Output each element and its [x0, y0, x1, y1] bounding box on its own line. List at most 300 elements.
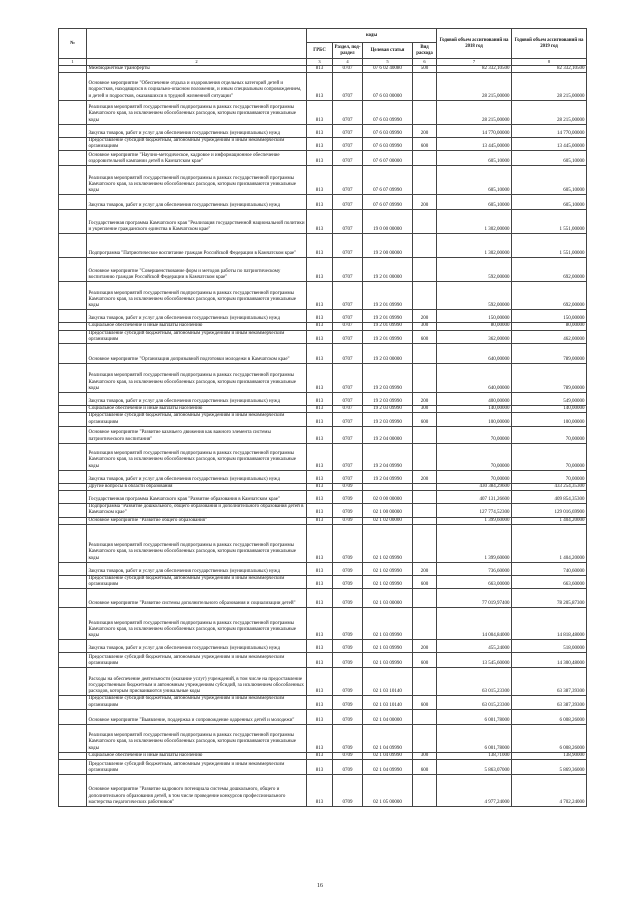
amount-2019-cell: 433 254,35300	[512, 483, 587, 490]
name-cell: Социальное обеспечение и иные выплаты населению	[87, 406, 307, 413]
amount-2019-cell: 462,00000	[512, 330, 587, 344]
name-cell: Основное мероприятие "Научно-методическое, кадровое и информационное обеспечение оздоровительной кампании детей в Камчатском крае"	[87, 151, 307, 166]
amount-2019-cell: 100,00000	[512, 413, 587, 427]
num-cell	[59, 426, 87, 443]
amount-2018-cell: 407 131,26600	[437, 491, 512, 504]
vid-cell: 600	[413, 330, 437, 344]
target-cell: 07 6 07 09990	[363, 166, 413, 195]
target-cell: 07 6 03 09990	[363, 137, 413, 151]
amount-2018-cell: 13 445,00000	[437, 137, 512, 151]
num-cell	[59, 752, 87, 759]
name-cell: Подпрограмма "Патриотическое воспитание граждан Российской Федерации в Камчатском крае"	[87, 234, 307, 258]
num-cell	[59, 310, 87, 323]
name-cell: Социальное обеспечение и иные выплаты населению	[87, 752, 307, 759]
table-row	[59, 589, 587, 608]
target-cell: 02 1 03 09990	[363, 608, 413, 640]
name-cell: Другие вопросы в области образования	[87, 483, 307, 490]
target-cell: 07 6 03 09990	[363, 100, 413, 124]
grbs-cell: 813	[307, 344, 333, 364]
amount-2019-cell: 78 205,87300	[512, 589, 587, 608]
grbs-cell: 813	[307, 330, 333, 344]
page-number: 16	[317, 883, 323, 889]
num-cell	[59, 323, 87, 330]
amount-2019-cell: 138,90000	[512, 752, 587, 759]
table-row	[59, 426, 587, 443]
vid-cell	[413, 258, 437, 282]
vid-cell: 200	[413, 393, 437, 406]
amount-2018-cell: 1 399,60000	[437, 524, 512, 562]
target-cell	[363, 483, 413, 490]
section-cell: 0709	[333, 483, 363, 490]
vid-cell	[413, 151, 437, 166]
vid-cell: 600	[413, 137, 437, 151]
grbs-cell: 813	[307, 517, 333, 524]
index-cell: 2	[87, 59, 307, 66]
target-cell: 19 2 00 00000	[363, 234, 413, 258]
target-cell: 02 1 05 00000	[363, 775, 413, 807]
header-codes: коды	[307, 29, 437, 43]
num-cell	[59, 364, 87, 393]
num-cell	[59, 517, 87, 524]
amount-2019-cell: 63 387,39300	[512, 668, 587, 696]
target-cell: 07 6 07 00000	[363, 151, 413, 166]
vid-cell: 200	[413, 640, 437, 653]
target-cell: 19 2 01 09990	[363, 323, 413, 330]
name-cell: Реализация мероприятий государственной подпрограммы в рамках государственной программы Камчатского края, за исключением обособленных расходов, которым присваиваются уникальные коды	[87, 100, 307, 124]
vid-cell: 300	[413, 323, 437, 330]
section-cell: 0707	[333, 323, 363, 330]
amount-2018-cell: 455,24000	[437, 640, 512, 653]
table-row	[59, 483, 587, 490]
amount-2018-cell: 138,71000	[437, 752, 512, 759]
num-cell	[59, 413, 87, 427]
table-row	[59, 696, 587, 710]
section-cell: 0707	[333, 210, 363, 234]
amount-2019-cell: 13 445,00000	[512, 137, 587, 151]
target-cell: 19 2 04 00000	[363, 426, 413, 443]
amount-2018-cell: 605,10000	[437, 166, 512, 195]
num-cell	[59, 589, 87, 608]
vid-cell	[413, 724, 437, 752]
table-row	[59, 752, 587, 759]
name-cell: Закупка товаров, работ и услуг для обеспечения государственных (муниципальных) нужд	[87, 640, 307, 653]
num-cell	[59, 724, 87, 752]
name-cell: Предоставление субсидий бюджетным, автономным учреждениям и иным некоммерческим организациям	[87, 413, 307, 427]
section-cell: 0707	[333, 470, 363, 483]
num-cell	[59, 330, 87, 344]
amount-2018-cell: 63 015,23300	[437, 668, 512, 696]
name-cell: Расходы на обеспечение деятельности (оказание услуг) учреждений, в том числе на предоставление государственным бюджетным и автономным учреждениям субсидий, за исключением обособленных расходов, которым присваиваются уникальные коды	[87, 668, 307, 696]
target-cell: 19 2 01 09990	[363, 310, 413, 323]
section-cell: 0707	[333, 124, 363, 137]
table-row	[59, 210, 587, 234]
grbs-cell: 813	[307, 65, 333, 72]
target-cell: 02 1 03 09990	[363, 640, 413, 653]
table-row	[59, 310, 587, 323]
section-cell: 0707	[333, 344, 363, 364]
name-cell: Основное мероприятие "Организация допризывной подготовки молодежи в Камчатском крае"	[87, 344, 307, 364]
target-cell: 19 2 03 00000	[363, 344, 413, 364]
grbs-cell: 813	[307, 504, 333, 518]
num-cell	[59, 443, 87, 470]
amount-2019-cell: 789,00000	[512, 344, 587, 364]
section-cell: 0707	[333, 443, 363, 470]
num-cell	[59, 195, 87, 210]
index-cell: 6	[413, 59, 437, 66]
grbs-cell: 813	[307, 443, 333, 470]
name-cell: Социальное обеспечение и иные выплаты населению	[87, 323, 307, 330]
num-cell	[59, 393, 87, 406]
target-cell: 02 1 03 00000	[363, 589, 413, 608]
grbs-cell: 813	[307, 258, 333, 282]
vid-cell: 600	[413, 413, 437, 427]
grbs-cell: 813	[307, 393, 333, 406]
amount-2018-cell: 80,00000	[437, 323, 512, 330]
section-cell: 0707	[333, 100, 363, 124]
amount-2019-cell: 28 215,00000	[512, 72, 587, 100]
section-cell: 0707	[333, 166, 363, 195]
num-cell	[59, 151, 87, 166]
grbs-cell: 813	[307, 608, 333, 640]
amount-2018-cell: 605,10000	[437, 195, 512, 210]
table-row	[59, 151, 587, 166]
amount-2018-cell: 63 015,23300	[437, 696, 512, 710]
amount-2019-cell: 789,00000	[512, 364, 587, 393]
grbs-cell: 813	[307, 483, 333, 490]
amount-2019-cell: 28 215,00000	[512, 100, 587, 124]
name-cell: Основное мероприятие "Развитие системы дополнительного образования и социализации детей"	[87, 589, 307, 608]
name-cell: Реализация мероприятий государственной подпрограммы в рамках государственной программы Камчатского края, за исключением обособленных расходов, которым присваиваются уникальные коды	[87, 524, 307, 562]
header-name	[87, 29, 307, 59]
table-row	[59, 504, 587, 518]
grbs-cell: 813	[307, 310, 333, 323]
table-body	[59, 65, 587, 807]
amount-2019-cell: 1 404,20000	[512, 517, 587, 524]
vid-cell: 500	[413, 65, 437, 72]
index-cell: 1	[59, 59, 87, 66]
index-cell: 5	[363, 59, 413, 66]
target-cell: 07 6 03 09990	[363, 124, 413, 137]
header-grbs: ГРБС	[307, 43, 333, 59]
target-cell: 19 2 03 09990	[363, 413, 413, 427]
target-cell: 02 1 03 09990	[363, 653, 413, 668]
grbs-cell: 813	[307, 323, 333, 330]
num-cell	[59, 166, 87, 195]
num-cell	[59, 640, 87, 653]
amount-2019-cell: 605,10000	[512, 195, 587, 210]
amount-2019-cell: 70,00000	[512, 426, 587, 443]
name-cell: Предоставление субсидий бюджетным, автономным учреждениям и иным некоммерческим организациям	[87, 137, 307, 151]
name-cell: Основное мероприятие "Выявление, поддержка и сопровождение одаренных детей и молодежи"	[87, 709, 307, 724]
table-row	[59, 234, 587, 258]
amount-2018-cell: 127 774,52300	[437, 504, 512, 518]
grbs-cell: 813	[307, 282, 333, 310]
amount-2018-cell: 1 399,60000	[437, 517, 512, 524]
grbs-cell: 813	[307, 491, 333, 504]
grbs-cell: 813	[307, 234, 333, 258]
amount-2018-cell: 70,00000	[437, 443, 512, 470]
num-cell	[59, 406, 87, 413]
vid-cell: 600	[413, 653, 437, 668]
amount-2019-cell: 605,10000	[512, 166, 587, 195]
amount-2018-cell: 70,00000	[437, 426, 512, 443]
name-cell: Государственная программа Камчатского края "Реализация государственной национальной политики и укрепление гражданского единства в Камчатском крае"	[87, 210, 307, 234]
grbs-cell: 813	[307, 668, 333, 696]
num-cell	[59, 258, 87, 282]
grbs-cell: 813	[307, 524, 333, 562]
table-row	[59, 100, 587, 124]
amount-2019-cell: 14 770,00000	[512, 124, 587, 137]
amount-2019-cell: 140,00000	[512, 406, 587, 413]
amount-2018-cell: 14 004,84000	[437, 608, 512, 640]
amount-2018-cell: 6 001,78000	[437, 724, 512, 752]
num-cell	[59, 344, 87, 364]
num-cell	[59, 234, 87, 258]
vid-cell	[413, 608, 437, 640]
vid-cell	[413, 443, 437, 470]
grbs-cell: 813	[307, 724, 333, 752]
vid-cell	[413, 100, 437, 124]
table-row	[59, 65, 587, 72]
table-row	[59, 166, 587, 195]
grbs-cell: 813	[307, 406, 333, 413]
amount-2018-cell: 70,00000	[437, 470, 512, 483]
budget-table-sheet	[58, 28, 586, 807]
name-cell: Межбюджетные трансферты	[87, 65, 307, 72]
amount-2018-cell: 77 019,97400	[437, 589, 512, 608]
name-cell: Предоставление субсидий бюджетным, автономным учреждениям и иным некоммерческим организациям	[87, 575, 307, 589]
grbs-cell: 813	[307, 426, 333, 443]
name-cell: Закупка товаров, работ и услуг для обеспечения государственных (муниципальных) нужд	[87, 124, 307, 137]
num-cell	[59, 72, 87, 100]
amount-2018-cell: 13 545,60000	[437, 653, 512, 668]
target-cell: 02 1 02 00000	[363, 517, 413, 524]
target-cell: 02 1 04 00000	[363, 709, 413, 724]
amount-2018-cell: 640,00000	[437, 344, 512, 364]
vid-cell	[413, 517, 437, 524]
name-cell: Реализация мероприятий государственной подпрограммы в рамках государственной программы Камчатского края, за исключением обособленных расходов, которым присваиваются уникальные коды	[87, 608, 307, 640]
section-cell: 0707	[333, 72, 363, 100]
vid-cell: 200	[413, 310, 437, 323]
name-cell: Государственная программа Камчатского края "Развитие образования в Камчатском крае"	[87, 491, 307, 504]
name-cell: Предоставление субсидий бюджетным, автономным учреждениям и иным некоммерческим организациям	[87, 653, 307, 668]
amount-2018-cell: 28 215,00000	[437, 72, 512, 100]
grbs-cell: 813	[307, 760, 333, 775]
section-cell: 0709	[333, 775, 363, 807]
amount-2019-cell: 63 387,39300	[512, 696, 587, 710]
amount-2018-cell: 4 977,24000	[437, 775, 512, 807]
vid-cell: 200	[413, 562, 437, 575]
vid-cell	[413, 166, 437, 195]
section-cell: 0709	[333, 668, 363, 696]
section-cell: 0707	[333, 364, 363, 393]
target-cell: 19 2 03 09990	[363, 406, 413, 413]
table-row	[59, 393, 587, 406]
section-cell: 0707	[333, 426, 363, 443]
num-cell	[59, 760, 87, 775]
name-cell: Реализация мероприятий государственной подпрограммы в рамках государственной программы Камчатского края, за исключением обособленных расходов, которым присваиваются уникальные коды	[87, 166, 307, 195]
section-cell: 0709	[333, 517, 363, 524]
num-cell	[59, 575, 87, 589]
num-cell	[59, 696, 87, 710]
target-cell: 19 2 01 09990	[363, 282, 413, 310]
amount-2018-cell: 1 302,00000	[437, 234, 512, 258]
amount-2019-cell: 6 008,26000	[512, 724, 587, 752]
table-row	[59, 775, 587, 807]
amount-2018-cell: 736,60000	[437, 562, 512, 575]
num-cell	[59, 653, 87, 668]
target-cell: 02 1 03 10140	[363, 668, 413, 696]
amount-2019-cell: 4 702,24000	[512, 775, 587, 807]
table-row	[59, 364, 587, 393]
target-cell: 02 1 00 00000	[363, 504, 413, 518]
name-cell: Основное мероприятие "Развитие казачьего движения как важного элемента системы патриотического воспитания"	[87, 426, 307, 443]
amount-2018-cell: 140,00000	[437, 406, 512, 413]
table-row	[59, 137, 587, 151]
section-cell: 0709	[333, 504, 363, 518]
name-cell: Основное мероприятие "Совершенствование форм и методов работы по патриотическому воспитанию граждан Российской Федерации в Камчатском крае"	[87, 258, 307, 282]
header-vid: Вид расхода	[413, 43, 437, 59]
vid-cell	[413, 709, 437, 724]
num-cell	[59, 282, 87, 310]
amount-2018-cell: 592,00000	[437, 258, 512, 282]
section-cell: 0707	[333, 393, 363, 406]
amount-2019-cell: 80,00000	[512, 323, 587, 330]
table-row	[59, 344, 587, 364]
grbs-cell: 813	[307, 364, 333, 393]
name-cell: Реализация мероприятий государственной подпрограммы в рамках государственной программы Камчатского края, за исключением обособленных расходов, которым присваиваются уникальные коды	[87, 724, 307, 752]
grbs-cell: 813	[307, 653, 333, 668]
grbs-cell: 813	[307, 195, 333, 210]
amount-2019-cell: 692,00000	[512, 258, 587, 282]
table-row	[59, 517, 587, 524]
num-cell	[59, 668, 87, 696]
vid-cell	[413, 668, 437, 696]
num-cell	[59, 483, 87, 490]
table-row	[59, 443, 587, 470]
section-cell: 0709	[333, 724, 363, 752]
grbs-cell: 813	[307, 575, 333, 589]
vid-cell	[413, 210, 437, 234]
section-cell: 0707	[333, 137, 363, 151]
num-cell	[59, 504, 87, 518]
table-row	[59, 640, 587, 653]
num-cell	[59, 775, 87, 807]
amount-2018-cell: 430 384,29600	[437, 483, 512, 490]
table-row	[59, 524, 587, 562]
grbs-cell: 813	[307, 137, 333, 151]
section-cell: 0709	[333, 709, 363, 724]
table-row	[59, 195, 587, 210]
vid-cell: 300	[413, 406, 437, 413]
name-cell: Предоставление субсидий бюджетным, автономным учреждениям и иным некоммерческим организациям	[87, 760, 307, 775]
amount-2018-cell: 640,00000	[437, 364, 512, 393]
target-cell: 19 2 03 09990	[363, 364, 413, 393]
vid-cell	[413, 483, 437, 490]
grbs-cell: 813	[307, 470, 333, 483]
section-cell: 0707	[333, 258, 363, 282]
num-cell	[59, 709, 87, 724]
target-cell: 07 6 03 00000	[363, 72, 413, 100]
vid-cell: 200	[413, 124, 437, 137]
name-cell: Подпрограмма "Развитие дошкольного, общего образования и дополнительного образования детей в Камчатском крае"	[87, 504, 307, 518]
vid-cell	[413, 234, 437, 258]
vid-cell: 600	[413, 575, 437, 589]
target-cell: 07 6 02 40080	[363, 65, 413, 72]
target-cell: 19 2 03 09990	[363, 393, 413, 406]
vid-cell	[413, 72, 437, 100]
target-cell: 07 6 07 09990	[363, 195, 413, 210]
section-cell: 0709	[333, 653, 363, 668]
grbs-cell: 813	[307, 124, 333, 137]
header-year-2018: Годовой объем ассигнований на 2018 год	[437, 29, 512, 59]
amount-2018-cell: 6 001,78000	[437, 709, 512, 724]
amount-2019-cell: 1 404,20000	[512, 524, 587, 562]
name-cell: Предоставление субсидий бюджетным, автономным учреждениям и иным некоммерческим организациям	[87, 696, 307, 710]
index-cell: 4	[333, 59, 363, 66]
amount-2018-cell: 14 770,00000	[437, 124, 512, 137]
num-cell	[59, 137, 87, 151]
amount-2018-cell: 150,00000	[437, 310, 512, 323]
section-cell: 0707	[333, 195, 363, 210]
index-cell: 8	[512, 59, 587, 66]
amount-2019-cell: 740,60000	[512, 562, 587, 575]
index-cell: 7	[437, 59, 512, 66]
section-cell: 0709	[333, 640, 363, 653]
table-row	[59, 491, 587, 504]
vid-cell	[413, 282, 437, 310]
table-row	[59, 653, 587, 668]
table-row	[59, 406, 587, 413]
amount-2018-cell: 592,00000	[437, 282, 512, 310]
section-cell: 0709	[333, 696, 363, 710]
header-num: №	[59, 29, 87, 59]
table-row	[59, 668, 587, 696]
grbs-cell: 813	[307, 413, 333, 427]
vid-cell: 600	[413, 696, 437, 710]
vid-cell: 200	[413, 195, 437, 210]
amount-2019-cell: 129 016,69900	[512, 504, 587, 518]
name-cell: Закупка товаров, работ и услуг для обеспечения государственных (муниципальных) нужд	[87, 562, 307, 575]
section-cell: 0709	[333, 608, 363, 640]
section-cell: 0707	[333, 406, 363, 413]
section-cell: 0707	[333, 310, 363, 323]
section-cell: 0709	[333, 752, 363, 759]
table-row	[59, 724, 587, 752]
vid-cell	[413, 524, 437, 562]
table-row	[59, 562, 587, 575]
name-cell: Предоставление субсидий бюджетным, автономным учреждениям и иным некоммерческим организациям	[87, 330, 307, 344]
header-section: Раздел, под-раздел	[333, 43, 363, 59]
section-cell: 0707	[333, 65, 363, 72]
vid-cell	[413, 775, 437, 807]
vid-cell: 200	[413, 470, 437, 483]
table-row	[59, 258, 587, 282]
name-cell: Закупка товаров, работ и услуг для обеспечения государственных (муниципальных) нужд	[87, 195, 307, 210]
name-cell: Закупка товаров, работ и услуг для обеспечения государственных (муниципальных) нужд	[87, 470, 307, 483]
target-cell: 19 2 04 09990	[363, 443, 413, 470]
target-cell: 02 1 04 09990	[363, 724, 413, 752]
grbs-cell: 813	[307, 72, 333, 100]
num-cell	[59, 470, 87, 483]
amount-2019-cell: 409 854,35300	[512, 491, 587, 504]
name-cell: Закупка товаров, работ и услуг для обеспечения государственных (муниципальных) нужд	[87, 310, 307, 323]
table-row	[59, 282, 587, 310]
grbs-cell: 813	[307, 562, 333, 575]
vid-cell: 600	[413, 760, 437, 775]
num-cell	[59, 210, 87, 234]
name-cell: Основное мероприятие "Развитие кадрового потенциала системы дошкольного, общего и дополнительного образования детей, в том числе проведение конкурсов профессионального мастерства педагогических работников"	[87, 775, 307, 807]
